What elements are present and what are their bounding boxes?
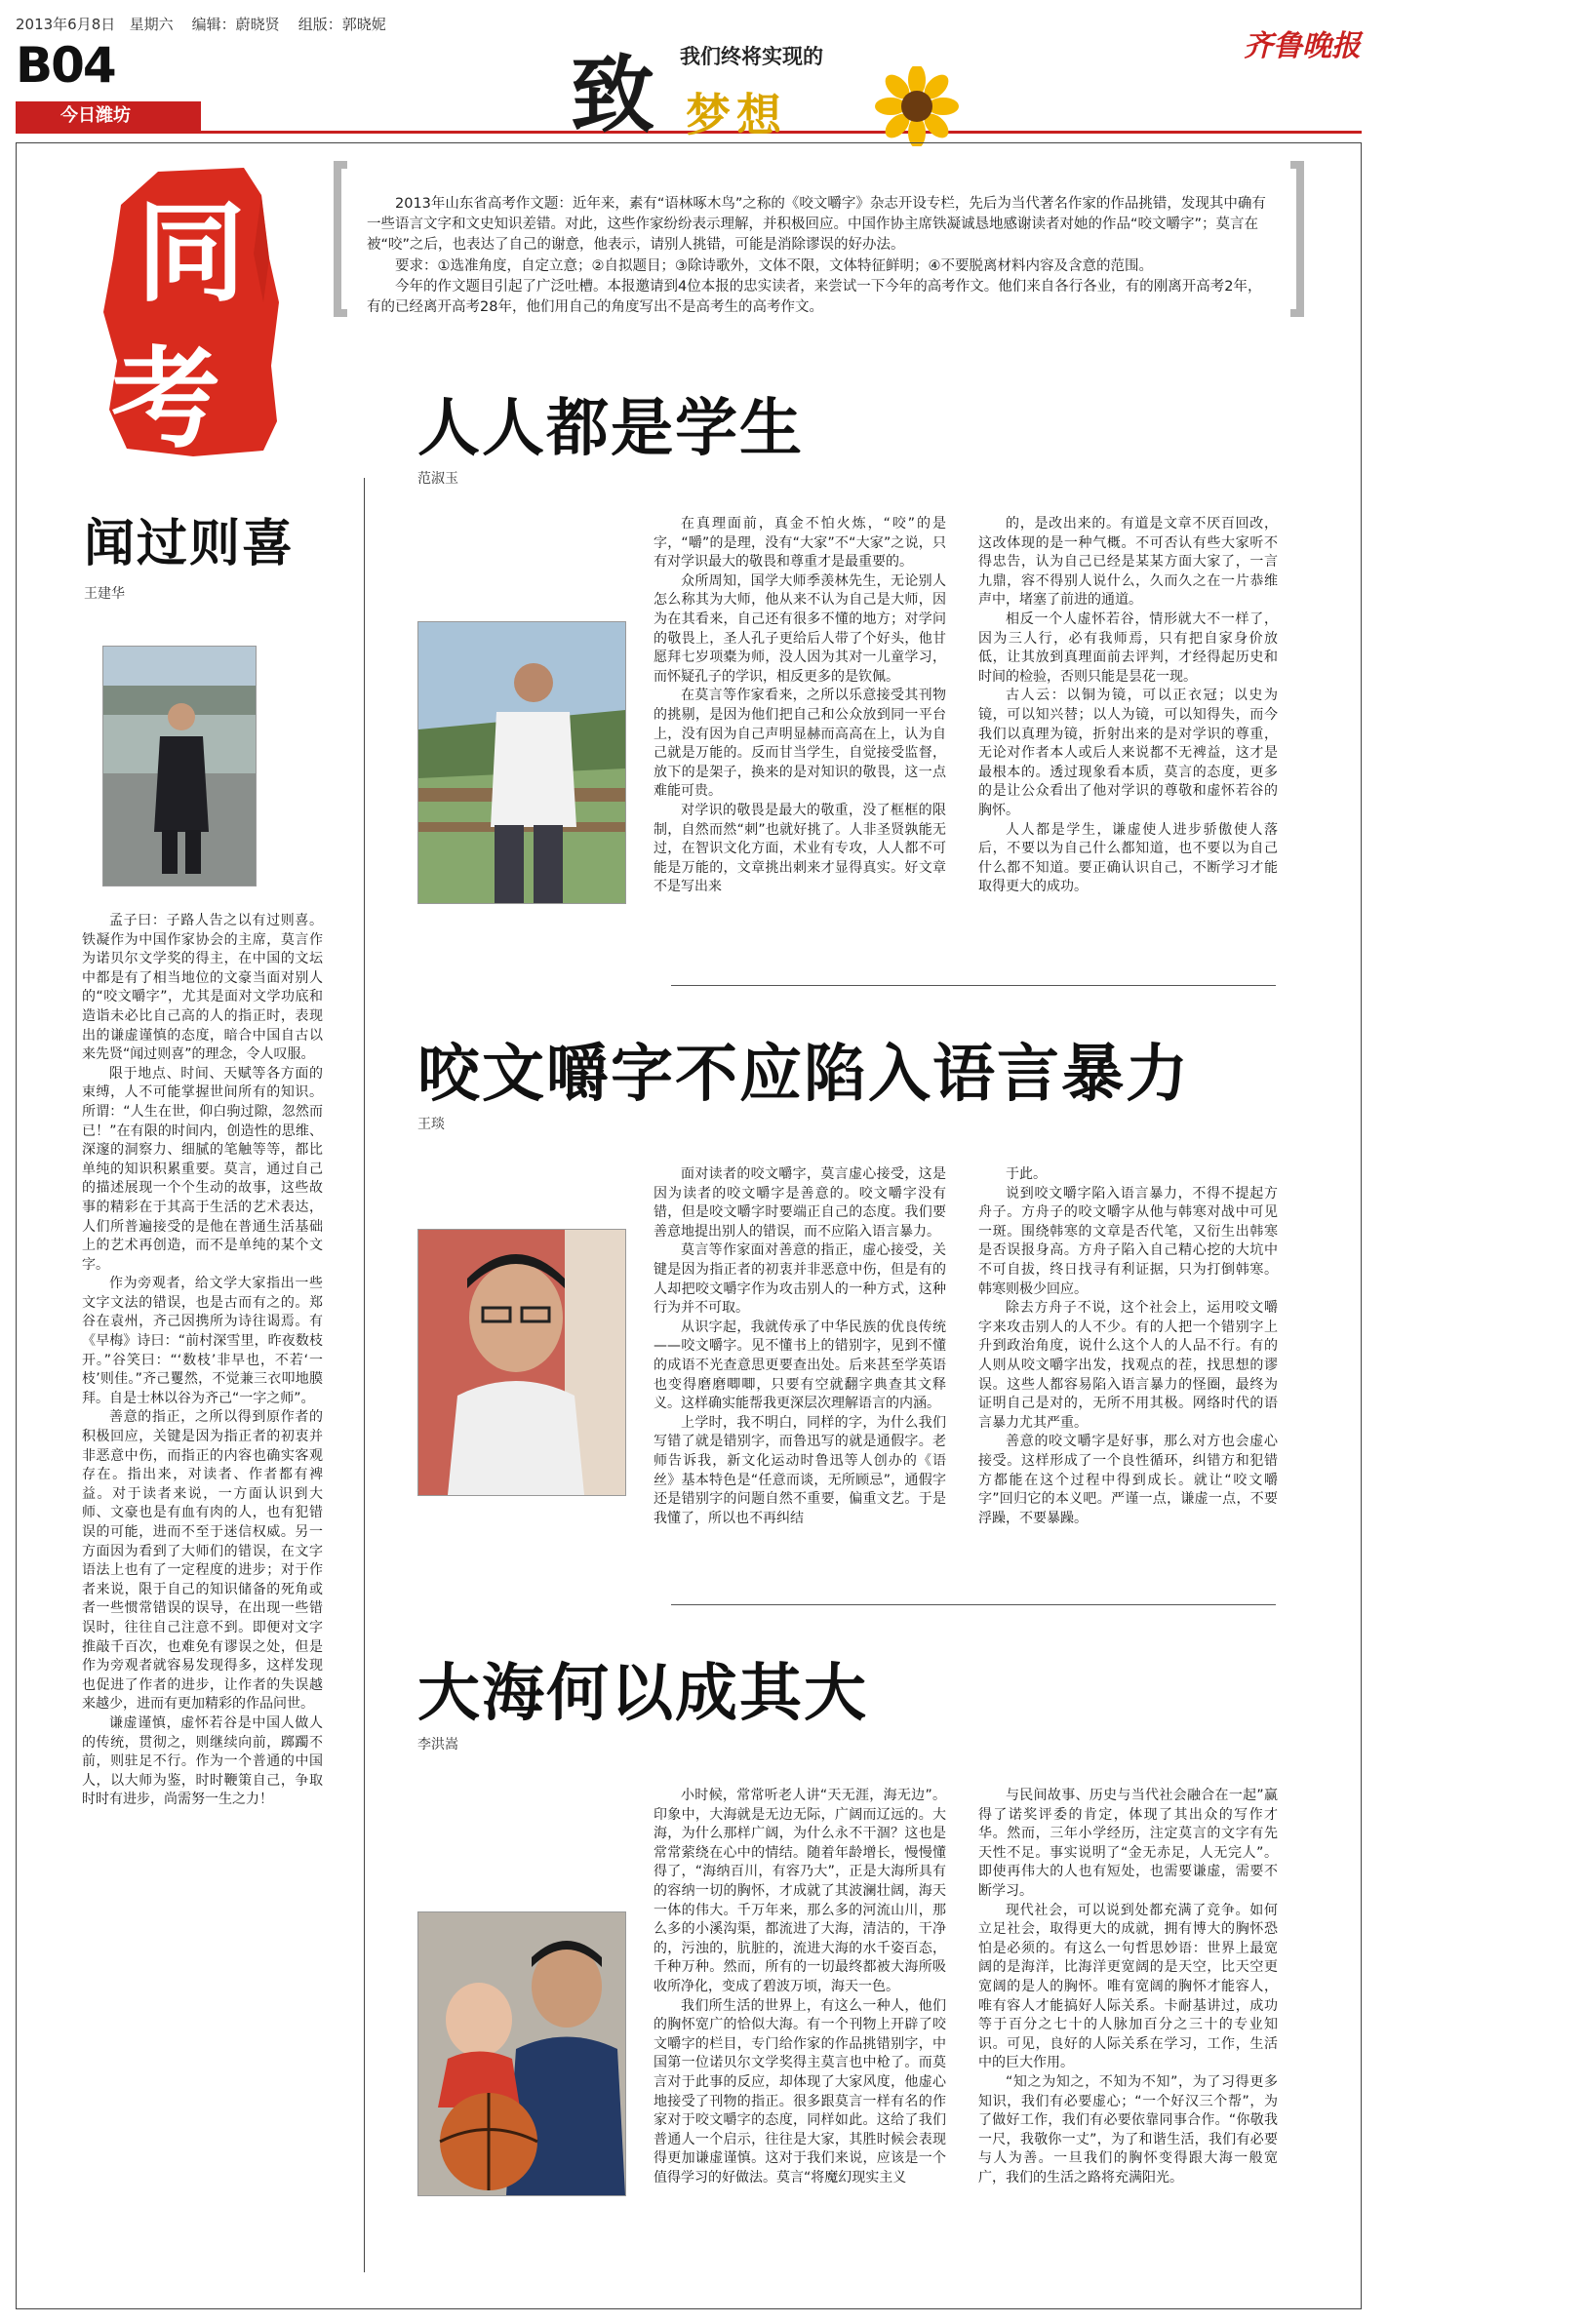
column-divider — [364, 478, 365, 2272]
article3-col2 — [978, 1787, 1278, 2279]
paragraph: 小时候，常常听老人讲“天无涯，海无边”。印象中，大海就是无边无际，广阔而辽远的。大海，为什么那样广阔，为什么永不干涸？这也是常常萦绕在心中的情结。随着年龄增长，慢慢懂得了，“海纳百川，有容乃大”，正是大海所具有的容纳一切的胸怀，才成就了其波澜壮阔，海天一体的伟大。千万年来，那么多的河流山川，那么多的小溪沟渠，都流进了大海，清洁的，干净的，污浊的，肮脏的，流进大海的水千姿百态，千种万种。然而，所有的一切最终都被大海所吸收所净化，变成了碧波万顷，海天一色。 — [654, 1788, 946, 1994]
author-photo-left — [102, 646, 257, 886]
paragraph: 在莫言等作家看来，之所以乐意接受其刊物的挑剔，是因为他们把自己和公众放到同一平台上，没有因为自己声明显赫而高高在上，认为自己就是万能的。反而甘当学生，自觉接受监督，放下的是架子，换来的是对知识的敬畏，这一点难能可贵。 — [654, 688, 946, 800]
paragraph: 作为旁观者，给文学大家指出一些文字文法的错误，也是古而有之的。郑谷在袁州，齐己因携所为诗往谒焉。有《早梅》诗曰：“前村深雪里，昨夜数枝开。”谷笑曰：“‘数枝’非早也，不若‘一枝’则佳。”齐己矍然，不觉兼三衣叩地膜拜。自是士林以谷为齐己“一字之师”。 — [82, 1276, 323, 1406]
section-tab: 今日潍坊 — [16, 101, 201, 131]
intro-requirements: 要求：①选准角度，自定立意；②自拟题目；③除诗歌外，文体不限，文体特征鲜明；④不要脱离材料内容及含意的范围。 — [395, 258, 1153, 274]
stamp-char-kao: 考 — [111, 336, 220, 463]
article2-rule — [671, 1604, 1276, 1605]
intro-topic: 2013年山东省高考作文题：近年来，素有“语林啄木鸟”之称的《咬文嚼字》杂志开设专栏，先后为当代著名作家的作品挑错，发现其中确有一些语言文字和文史知识差错。对此，这些作家纷纷表示理解，并积极回应。中国作协主席铁凝诚恳地感谢读者对她的作品“咬文嚼字”；莫言在被“咬”之后，也表达了自己的谢意，他表示，请别人挑错，可能是消除谬误的好办法。 — [367, 196, 1266, 253]
author-photo-3 — [417, 1911, 626, 2196]
paragraph: 人人都是学生，谦虚使人进步骄傲使人落后，不要以为自己什么都知道，也不要以为自己什么都不知道。要正确认识自己，不断学习才能取得更大的成功。 — [978, 821, 1278, 895]
page-code: B04 — [16, 37, 115, 94]
tongkao-stamp — [98, 166, 283, 463]
editor: 编辑：蔚晓贤 — [191, 16, 280, 33]
paragraph: 莫言等作家面对善意的指正，虚心接受，关键是因为指正者的初衷并非恶意中伤，但是有的人却把咬文嚼字作为攻击别人的一种方式，这种行为并不可取。 — [654, 1242, 946, 1317]
paragraph: 与民间故事、历史与当代社会融合在一起”赢得了诺奖评委的肯定，体现了其出众的写作才华。然而，三年小学经历，注定莫言的文字有先天性不足。事实说明了“金无赤足，人无完人”。即使再伟大的人也有短处，也需要谦虚，需要不断学习。 — [978, 1788, 1278, 1899]
paragraph: 善意的指正，之所以得到原作者的积极回应，关键是因为指正者的初衷并非恶意中伤，而指正的内容也确实客观存在。指出来，对读者、作者都有裨益。对于读者来说，一方面认识到大师、文豪也是有血有肉的人，也有犯错误的可能，进而不至于迷信权威。另一方面因为看到了大师们的错误，在文字语法上也有了一定程度的进步；对于作者来说，限于自己的知识储备的死角或者一些惯常错误的误导，在出现一些错误时，往往自己注意不到。即便对文字推敲千百次，也难免有谬误之处，但是作为旁观者就容易发现得多，这样发现也促进了作者的进步，让作者的失误越来越少，进而有更加精彩的作品问世。 — [82, 1409, 323, 1713]
masthead-dream: 梦想 — [686, 89, 787, 141]
bracket-left — [334, 161, 347, 317]
sunflower-icon — [863, 66, 971, 146]
author-1: 范淑玉 — [417, 471, 458, 487]
stamp-char-tong: 同 — [137, 190, 246, 317]
article3-col1 — [654, 1787, 946, 2279]
paragraph: 面对读者的咬文嚼字，莫言虚心接受，这是因为读者的咬文嚼字是善意的。咬文嚼字没有错，但是咬文嚼字时要端正自己的态度。我们要善意地提出别人的错误，而不应陷入语言暴力。 — [654, 1166, 946, 1240]
header-meta — [16, 14, 386, 34]
author-2: 王琰 — [417, 1117, 445, 1132]
layout-editor: 组版：郭晓妮 — [297, 16, 386, 33]
author-3: 李洪嵩 — [417, 1737, 458, 1753]
paragraph: 相反一个人虚怀若谷，情形就大不一样了，因为三人行，必有我师焉，只有把自家身价放低，让其放到真理面前去评判，才经得起历史和时间的检验，否则只能是昙花一现。 — [978, 611, 1278, 685]
masthead-big-char: 致 — [571, 46, 654, 144]
date: 2013年6月8日 — [16, 16, 116, 33]
newspaper-logo: 齐鲁晚报 — [1244, 29, 1361, 63]
article1-col1 — [654, 515, 946, 973]
article-body-left — [82, 912, 323, 1985]
paragraph: 对学识的敬畏是最大的敬重，没了框框的限制，自然而然“刺”也就好挑了。人非圣贤孰能无过，在智识文化方面，术业有专攻，人人都不可能是万能的，文章挑出刺来才显得真实。好文章不是写出来 — [654, 802, 946, 895]
article2-col1 — [654, 1165, 946, 1595]
paragraph: 于此。 — [1006, 1166, 1047, 1182]
paragraph: 限于地点、时间、天赋等各方面的束缚，人不可能掌握世间所有的知识。所谓：“人生在世，仰白驹过隙，忽然而已！”在有限的时间内，创造性的思维、深邃的洞察力、细腻的笔触等等，都比单纯的知识积累重要。莫言，通过自己的描述展现一个个生动的故事，这些故事的精彩在于其高于生活的艺术表达，人们所普遍接受的是他在普通生活基础上的艺术再创造，而不是单纯的某个文字。 — [82, 1065, 323, 1273]
article-title-2: 咬文嚼字不应陷入语言暴力 — [417, 1039, 1190, 1111]
masthead-subtitle: 我们终将实现的 — [680, 45, 823, 68]
author-photo-2 — [417, 1229, 626, 1496]
article1-rule — [671, 985, 1276, 986]
paragraph: 善意的咬文嚼字是好事，那么对方也会虚心接受。这样形成了一个良性循环，纠错方和犯错方都能在这个过程中得到成长。就让“咬文嚼字”回归它的本义吧。严谨一点，谦虚一点，不要浮躁，不要暴躁。 — [978, 1434, 1278, 1526]
bracket-right — [1290, 161, 1304, 317]
masthead — [571, 20, 961, 146]
paragraph: 谦虚谨慎，虚怀若谷是中国人做人的传统，贯彻之，则继续向前，踯躅不前，则驻足不行。作为一个普通的中国人，以大师为鉴，时时鞭策自己，争取时时有进步，尚需努一生之力！ — [82, 1714, 323, 1808]
paragraph: 除去方舟子不说，这个社会上，运用咬文嚼字来攻击别人的人不少。有的人把一个错别字上升到政治角度，说什么这个人的人品不行。有的人则从咬文嚼字出发，找观点的茬，找思想的谬误。这些人都容易陷入语言暴力的怪圈，最终为证明自己是对的，无所不用其极。网络时代的语言暴力尤其严重。 — [978, 1300, 1278, 1431]
paragraph: 上学时，我不明白，同样的字，为什么我们写错了就是错别字，而鲁迅写的就是通假字。老师告诉我，新文化运动时鲁迅等人创办的《语丝》基本特色是“任意而谈，无所顾忌”，通假字还是错别字的问题自然不重要，偏重文艺。于是我懂了，所以也不再纠结 — [654, 1414, 946, 1526]
intro-note: 今年的作文题目引起了广泛吐槽。本报邀请到4位本报的忠实读者，来尝试一下今年的高考作文。他们来自各行各业，有的刚离开高考2年，有的已经离开高考28年，他们用自己的角度写出不是高考生的高考作文。 — [367, 279, 1262, 315]
paragraph: 说到咬文嚼字陷入语言暴力，不得不提起方舟子。方舟子的咬文嚼字从他与韩寒对战中可见一斑。围绕韩寒的文章是否代笔，又衍生出韩寒是否误报身高。方舟子陷入自己精心挖的大坑中不可自拔，终日找寻有利证据，只为打倒韩寒。韩寒则极少回应。 — [978, 1185, 1278, 1297]
paragraph: 的，是改出来的。有道是文章不厌百回改，这改体现的是一种气概。不可否认有些大家听不得忠告，认为自己已经是某某方面大家了，一言九鼎，容不得别人说什么，久而久之在一片恭维声中，堵塞了前进的通道。 — [978, 516, 1278, 609]
article-title-left: 闻过则喜 — [84, 515, 296, 573]
article-title-3: 大海何以成其大 — [417, 1658, 868, 1730]
paragraph: 古人云：以铜为镜，可以正衣冠；以史为镜，可以知兴替；以人为镜，可以知得失，而今我们以真理为镜，折射出来的是对学识的尊重，无论对作者本人或后人来说都不无裨益，这才是最根本的。透过现象看本质，莫言的态度，更多的是让公众看出了他对学识的尊敬和虚怀若谷的胸怀。 — [978, 688, 1278, 818]
paragraph: “知之为知之，不知为不知”，为了习得更多知识，我们有必要虚心；“一个好汉三个帮”，为了做好工作，我们有必要依靠同事合作。“你敬我一尺，我敬你一丈”，为了和谐生活，我们有必要与人为善。一旦我们的胸怀变得跟大海一般宽广，我们的生活之路将充满阳光。 — [978, 2073, 1278, 2186]
author-photo-1 — [417, 621, 626, 904]
paragraph: 在真理面前，真金不怕火炼，“咬”的是字，“嚼”的是理，没有“大家”不“大家”之说，只有对学识最大的敬畏和尊重才是最重要的。 — [654, 516, 946, 571]
paragraph: 现代社会，可以说到处都充满了竞争。如何立足社会，取得更大的成就，拥有博大的胸怀恐怕是必须的。有这么一句哲思妙语：世界上最宽阔的是海洋，比海洋更宽阔的是天空，比天空更宽阔的是人的胸怀。唯有宽阔的胸怀才能容人，唯有容人才能搞好人际关系。卡耐基讲过，成功等于百分之七十的人脉加百分之三十的专业知识。可见，良好的人际关系在学习，工作，生活中的巨大作用。 — [978, 1902, 1278, 2071]
paragraph: 孟子曰：子路人告之以有过则喜。铁凝作为中国作家协会的主席，莫言作为诺贝尔文学奖的得主，在中国的文坛中都是有了相当地位的文豪当面对别人的“咬文嚼字”，尤其是面对文学功底和造诣未必比自己高的人的指正时，表现出的谦虚谨慎的态度，暗合中国自古以来先贤“闻过则喜”的理念，令人叹服。 — [82, 913, 323, 1063]
author-left: 王建华 — [84, 586, 125, 602]
paragraph: 我们所生活的世界上，有这么一种人，他们的胸怀宽广的恰似大海。有一个刊物上开辟了咬文嚼字的栏目，专门给作家的作品挑错别字，中国第一位诺贝尔文学奖得主莫言也中枪了。而莫言对于此事的反应，却体现了大家风度，他虚心地接受了刊物的指正。很多跟莫言一样有名的作家对于咬文嚼字的态度，同样如此。这给了我们普通人一个启示，往往是大家，其胜时候会表现得更加谦虚谨慎。这对于我们来说，应该是一个值得学习的好做法。莫言“将魔幻现实主义 — [654, 1997, 946, 2186]
article1-col2 — [978, 515, 1278, 973]
article-title-1: 人人都是学生 — [417, 393, 804, 465]
article2-col2 — [978, 1165, 1278, 1595]
paragraph: 从识字起，我就传承了中华民族的优良传统——咬文嚼字。见不懂书上的错别字，见到不懂的成语不光查意思更要查出处。后来甚至学英语也变得磨磨唧唧，只要有空就翻字典查其文释义。这样确实能帮我更深层次理解语言的内涵。 — [654, 1319, 946, 1412]
weekday: 星期六 — [129, 16, 174, 33]
paragraph: 众所周知，国学大师季羡林先生，无论别人怎么称其为大师，他从来不认为自己是大师，因为在其看来，自己还有很多不懂的地方；对学问的敬畏上，圣人孔子更给后人带了个好头，他甘愿拜七岁项橐为师，没人因为其对一儿童学习，而怀疑孔子的学识，相反更多的是钦佩。 — [654, 572, 946, 685]
intro-box — [334, 153, 1304, 327]
